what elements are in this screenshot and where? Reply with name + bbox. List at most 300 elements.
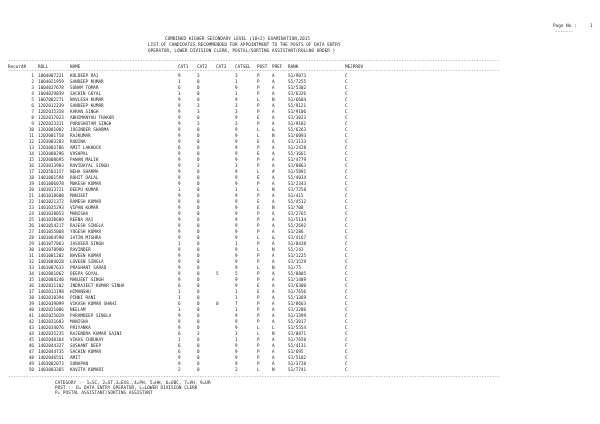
cell-roll: 1401064598 xyxy=(38,236,64,241)
cell-cat1: 9 xyxy=(178,74,181,79)
cell-record: 3 xyxy=(31,86,34,91)
cell-cat2: 3 xyxy=(197,104,200,109)
cell-rank: S1/3720 xyxy=(288,362,307,367)
cell-catsel: 9 xyxy=(235,350,238,355)
cell-record: 1 xyxy=(31,74,34,79)
cell-roll: 1402001062 xyxy=(38,272,64,277)
cell-catsel: 3 xyxy=(235,164,238,169)
cell-pref: A xyxy=(272,110,275,115)
cell-post: P xyxy=(257,158,260,163)
col-mejprov: MEJPROV xyxy=(345,65,364,70)
cell-name: VIKAS CHOUKAY xyxy=(70,338,104,343)
cell-post: P xyxy=(257,80,260,85)
col-pref: PREF xyxy=(272,65,283,70)
cell-post: P xyxy=(257,308,260,313)
cell-post: P xyxy=(257,350,260,355)
cell-catsel: 7 xyxy=(235,302,238,307)
cell-cat1: 6 xyxy=(178,302,181,307)
cell-record: 9 xyxy=(31,122,34,127)
page-number-label: Page No : xyxy=(553,24,577,29)
cell-cat2: 0 xyxy=(197,116,200,121)
cell-record: 21 xyxy=(28,194,34,199)
cell-roll: 1402018394 xyxy=(38,296,64,301)
table-row xyxy=(0,320,600,325)
cell-record: 32 xyxy=(28,260,34,265)
table-row xyxy=(0,128,600,133)
cell-pref: A xyxy=(272,194,275,199)
cell-pref: A xyxy=(272,200,275,205)
table-row xyxy=(0,356,600,361)
cell-catsel: 1 xyxy=(235,296,238,301)
cell-post: P xyxy=(257,344,260,349)
cell-catsel: 5 xyxy=(235,272,238,277)
cell-catsel: 1 xyxy=(235,80,238,85)
cell-name: REENA RAI xyxy=(70,218,94,223)
cell-mejprov: F xyxy=(345,344,348,349)
cell-cat2: 0 xyxy=(197,86,200,91)
cell-record: 50 xyxy=(28,368,34,373)
cell-catsel: 9 xyxy=(235,98,238,103)
cell-mejprov: C xyxy=(345,338,348,343)
table-row xyxy=(0,248,600,253)
cell-mejprov: C xyxy=(345,326,348,331)
cell-mejprov: C xyxy=(345,284,348,289)
cell-cat2: 0 xyxy=(197,218,200,223)
cell-cat2: 3 xyxy=(197,332,200,337)
cell-post: P xyxy=(257,92,260,97)
table-row xyxy=(0,242,600,247)
col-cat3: CAT3 xyxy=(216,65,227,70)
cell-catsel: 9 xyxy=(235,266,238,271)
cell-cat2: 0 xyxy=(197,344,200,349)
cell-roll: 1402031683 xyxy=(38,320,64,325)
cell-cat1: 9 xyxy=(178,254,181,259)
cell-post: P xyxy=(257,356,260,361)
cell-cat1: 9 xyxy=(178,362,181,367)
cell-catsel: 9 xyxy=(235,194,238,199)
cell-rank: S1/3286 xyxy=(288,308,307,313)
cell-record: 37 xyxy=(28,290,34,295)
cell-roll: 1004027678 xyxy=(38,86,64,91)
cell-pref: A xyxy=(272,344,275,349)
cell-cat2: 0 xyxy=(197,194,200,199)
cell-catsel: 9 xyxy=(235,128,238,133)
cell-roll: 1402046551 xyxy=(38,356,64,361)
cell-pref: A xyxy=(272,362,275,367)
cell-cat1: 9 xyxy=(178,182,181,187)
cell-mejprov: C xyxy=(345,362,348,367)
table-row xyxy=(0,188,600,193)
cell-rank: S1/1225 xyxy=(288,254,307,259)
cell-pref: & xyxy=(272,236,275,241)
table-row xyxy=(0,98,600,103)
cell-cat2: 0 xyxy=(197,320,200,325)
cell-pref: A xyxy=(272,182,275,187)
cell-record: 2 xyxy=(31,80,34,85)
cell-pref: A xyxy=(272,284,275,289)
cell-rank: S1/1133 xyxy=(288,140,307,145)
cell-cat1: 9 xyxy=(178,314,181,319)
cell-roll: 1401054217 xyxy=(38,224,64,229)
cell-cat2: 0 xyxy=(197,224,200,229)
cell-catsel: 9 xyxy=(235,254,238,259)
cell-post: E xyxy=(257,290,260,295)
cell-name: PAWAN MALIK xyxy=(70,158,99,163)
cell-mejprov: C xyxy=(345,266,348,271)
cell-post: L xyxy=(257,368,260,373)
cell-roll: 1203503157 xyxy=(38,170,64,175)
cell-post: E xyxy=(257,140,260,145)
cell-record: 17 xyxy=(28,170,34,175)
cell-pref: N xyxy=(272,134,275,139)
cell-catsel: 9 xyxy=(235,140,238,145)
table-row xyxy=(0,92,600,97)
cell-post: P xyxy=(257,230,260,235)
cell-mejprov: C xyxy=(345,152,348,157)
cell-name: DEEPU KUMAR xyxy=(70,188,99,193)
cell-record: 40 xyxy=(28,308,34,313)
cell-cat1: 9 xyxy=(178,98,181,103)
cell-record: 44 xyxy=(28,332,34,337)
cell-roll: 1202015358 xyxy=(38,110,64,115)
cell-post: P xyxy=(257,278,260,283)
cell-rank: S1/1489 xyxy=(288,278,307,283)
cell-rank: S1/2692 xyxy=(288,224,307,229)
cell-pref: A xyxy=(272,308,275,313)
cell-rank: S1/7258 xyxy=(288,188,307,193)
cell-rank: S1/1369 xyxy=(288,296,307,301)
cell-catsel: 9 xyxy=(235,116,238,121)
cell-pref: L xyxy=(272,326,275,331)
cell-catsel: 9 xyxy=(235,200,238,205)
cell-roll: 1004021959 xyxy=(38,80,64,85)
cell-catsel: 9 xyxy=(235,146,238,151)
cell-cat1: 9 xyxy=(178,128,181,133)
cell-rank: S1/415 xyxy=(288,194,304,199)
cell-roll: 1401035293 xyxy=(38,206,64,211)
table-row xyxy=(0,332,600,337)
cell-post: P xyxy=(257,122,260,127)
cell-name: JOGINDER SHARMA xyxy=(70,128,109,133)
cell-rank: S1/4034 xyxy=(288,176,307,181)
table-row xyxy=(0,122,600,127)
cell-record: 45 xyxy=(28,338,34,343)
cell-mejprov: C xyxy=(345,224,348,229)
cell-catsel: 9 xyxy=(235,314,238,319)
cell-cat2: 0 xyxy=(197,290,200,295)
cell-mejprov: C xyxy=(345,80,348,85)
cell-catsel: 9 xyxy=(235,356,238,361)
cell-mejprov: C xyxy=(345,116,348,121)
cell-name: NAVLESH KUMAR xyxy=(70,98,104,103)
cell-cat2: 3 xyxy=(197,164,200,169)
cell-pref: A xyxy=(272,86,275,91)
cell-catsel: 9 xyxy=(235,284,238,289)
cell-catsel: 9 xyxy=(235,260,238,265)
cell-record: 16 xyxy=(28,164,34,169)
cell-post: P xyxy=(257,86,260,91)
cell-name: VIPAN KUMAR xyxy=(70,206,99,211)
cell-roll: 1004029039 xyxy=(38,92,64,97)
cell-catsel: 1 xyxy=(235,290,238,295)
cell-roll: 1402019099 xyxy=(38,302,64,307)
cell-mejprov: C xyxy=(345,200,348,205)
cell-record: 10 xyxy=(28,128,34,133)
cell-name: SACHIN GOYAL xyxy=(70,92,102,97)
footer-postal-legend: P= POSTAL ASSISTANT/SORTING ASSISTANT xyxy=(55,391,153,396)
cell-record: 19 xyxy=(28,182,34,187)
cell-mejprov: C xyxy=(345,74,348,79)
cell-name: SUSHANT DEEP xyxy=(70,344,102,349)
cell-record: 36 xyxy=(28,284,34,289)
cell-name: PARAMDEEP SINGLA xyxy=(70,314,112,319)
cell-mejprov: C xyxy=(345,140,348,145)
cell-cat1: 9 xyxy=(178,272,181,277)
table-row xyxy=(0,284,600,289)
col-rank: RANK xyxy=(288,65,299,70)
cell-cat2: 0 xyxy=(197,236,200,241)
cell-cat1: 9 xyxy=(178,152,181,157)
cell-pref: A xyxy=(272,122,275,127)
cell-roll: 1402034076 xyxy=(38,326,64,331)
cell-name: KAVITA KUMARI xyxy=(70,368,104,373)
table-row xyxy=(0,350,600,355)
cell-cat2: 0 xyxy=(197,356,200,361)
table-row xyxy=(0,182,600,187)
cell-rank: S1/1661 xyxy=(288,152,307,157)
cell-name: RAJENDRA KUMAR SAINI xyxy=(70,332,122,337)
cell-rank: S1/5302 xyxy=(288,86,307,91)
cell-name: INDRAJEET KUMAR SINHA xyxy=(70,284,125,289)
cell-cat1: 9 xyxy=(178,122,181,127)
cell-rank: S1/6093 xyxy=(288,134,307,139)
cell-cat2: 0 xyxy=(197,98,200,103)
cell-roll: 1007082271 xyxy=(38,98,64,103)
cell-name: RAJKUMAR xyxy=(70,134,91,139)
cell-rank: S1/6380 xyxy=(288,284,307,289)
cell-name: JATIN MISHRA xyxy=(70,236,102,241)
cell-cat1: 9 xyxy=(178,164,181,169)
cell-record: 43 xyxy=(28,326,34,331)
cell-cat1: 9 xyxy=(178,134,181,139)
cell-cat1: 9 xyxy=(178,104,181,109)
cell-cat2: 0 xyxy=(197,272,200,277)
cell-record: 41 xyxy=(28,314,34,319)
cell-cat3: 5 xyxy=(216,272,219,277)
page-number-underline: ------- xyxy=(555,30,574,35)
cell-name: VASHPAL xyxy=(70,152,89,157)
cell-cat2: 0 xyxy=(197,278,200,283)
cell-cat2: 0 xyxy=(197,248,200,253)
cell-cat1: 6 xyxy=(178,332,181,337)
cell-cat1: 6 xyxy=(178,146,181,151)
cell-rank: S1/8663 xyxy=(288,302,307,307)
cell-cat1: 9 xyxy=(178,266,181,271)
cell-post: E xyxy=(257,116,260,121)
cell-name: MUKESH KUMAR xyxy=(70,182,102,187)
cell-pref: N xyxy=(272,248,275,253)
cell-mejprov: C xyxy=(345,128,348,133)
col-post: POST xyxy=(257,65,268,70)
cell-cat1: 1 xyxy=(178,92,181,97)
cell-mejprov: C xyxy=(345,212,348,217)
cell-name: RAMESH KUMAR xyxy=(70,200,102,205)
cell-roll: 1401077063 xyxy=(38,242,64,247)
cell-cat2: 0 xyxy=(197,260,200,265)
cell-post: L xyxy=(257,248,260,253)
cell-roll: 1004007221 xyxy=(38,74,64,79)
table-row xyxy=(0,230,600,235)
cell-rank: S1/708 xyxy=(288,206,304,211)
cell-record: 18 xyxy=(28,176,34,181)
cell-catsel: 9 xyxy=(235,86,238,91)
table-row xyxy=(0,362,600,367)
cell-pref: N xyxy=(272,98,275,103)
cell-record: 30 xyxy=(28,248,34,253)
cell-name: SONAM TOMAR xyxy=(70,86,99,91)
cell-rank: S1/1399 xyxy=(288,314,307,319)
cell-roll: 1401087633 xyxy=(38,266,64,271)
cell-pref: A xyxy=(272,152,275,157)
cell-roll: 1202017023 xyxy=(38,116,64,121)
table-row xyxy=(0,116,600,121)
cell-catsel: 9 xyxy=(235,230,238,235)
cell-pref: A xyxy=(272,314,275,319)
cell-cat1: 1 xyxy=(178,338,181,343)
cell-cat2: 0 xyxy=(197,206,200,211)
table-row xyxy=(0,176,600,181)
cell-post: L xyxy=(257,332,260,337)
cell-cat1: 6 xyxy=(178,350,181,355)
cell-catsel: 1 xyxy=(235,92,238,97)
cell-post: P xyxy=(257,320,260,325)
cell-post: P xyxy=(257,146,260,151)
cell-record: 39 xyxy=(28,302,34,307)
cell-cat2: 3 xyxy=(197,110,200,115)
cell-post: E xyxy=(257,200,260,205)
cell-rank: S1/4512 xyxy=(288,200,307,205)
cell-post: L xyxy=(257,134,260,139)
cell-cat1: 9 xyxy=(178,218,181,223)
page-number: 1 xyxy=(590,24,593,29)
cell-name: AMIT LAKHOCK xyxy=(70,146,102,151)
cell-pref: A xyxy=(272,242,275,247)
cell-catsel: 1 xyxy=(235,308,238,313)
cell-record: 11 xyxy=(28,134,34,139)
cell-post: P xyxy=(257,254,260,259)
cell-rank: S1/7650 xyxy=(288,338,307,343)
cell-catsel: 9 xyxy=(235,224,238,229)
report-title-line-1: COMBINED HIGHER SECONDARY LEVEL (10+2) EXAMINATION,2015 xyxy=(165,37,311,42)
cell-cat1: 1 xyxy=(178,290,181,295)
cell-rank: S1/5891 xyxy=(288,170,307,175)
cell-mejprov: C xyxy=(345,194,348,199)
cell-roll: 1203001082 xyxy=(38,128,64,133)
table-row xyxy=(0,74,600,79)
cell-pref: A xyxy=(272,272,275,277)
cell-name: RAVIDAYAL SINGH xyxy=(70,164,109,169)
cell-name: SONAPAN xyxy=(70,362,89,367)
footer-post-legend: POST :- D= DATA ENTRY OPERATOR, L=LOWER DIVISION CLERK xyxy=(55,386,198,391)
footer-rule: ---------------------------------------------------------------------------------------------------------------------------------------------------------------------------------------------- xyxy=(8,375,500,380)
cell-cat2: 0 xyxy=(197,182,200,187)
cell-name: MANISHA xyxy=(70,320,89,325)
cell-rank: S1/4167 xyxy=(288,236,307,241)
cell-cat2: 0 xyxy=(197,284,200,289)
table-row xyxy=(0,302,600,307)
cell-rank: S1/9182 xyxy=(288,122,307,127)
cell-roll: 1402011102 xyxy=(38,284,64,289)
cell-mejprov: C xyxy=(345,308,348,313)
cell-rank: S1/7741 xyxy=(288,368,307,373)
cell-roll: 1203008695 xyxy=(38,158,64,163)
cell-roll: 1402013198 xyxy=(38,290,64,295)
cell-catsel: 9 xyxy=(235,212,238,217)
cell-cat1: 9 xyxy=(178,200,181,205)
cell-roll: 1401055068 xyxy=(38,230,64,235)
cell-post: P xyxy=(257,110,260,115)
cell-catsel: 3 xyxy=(235,122,238,127)
cell-catsel: 1 xyxy=(235,242,238,247)
cell-mejprov: C xyxy=(345,242,348,247)
cell-cat2: 0 xyxy=(197,308,200,313)
cell-record: 48 xyxy=(28,356,34,361)
cell-catsel: 9 xyxy=(235,176,238,181)
table-row xyxy=(0,236,600,241)
cell-mejprov: C xyxy=(345,110,348,115)
cell-roll: 1402044735 xyxy=(38,350,64,355)
cell-catsel: 3 xyxy=(235,104,238,109)
cell-rank: S1/8863 xyxy=(288,164,307,169)
table-row xyxy=(0,152,600,157)
cell-post: P xyxy=(257,314,260,319)
cell-rank: S1/6326 xyxy=(288,92,307,97)
cell-roll: 1203013903 xyxy=(38,164,64,169)
cell-mejprov: C xyxy=(345,350,348,355)
cell-cat2: 0 xyxy=(197,326,200,331)
cell-rank: S1/6263 xyxy=(288,128,307,133)
cell-mejprov: C xyxy=(345,278,348,283)
cell-cat2: 0 xyxy=(197,296,200,301)
cell-pref: N xyxy=(272,332,275,337)
table-row xyxy=(0,308,600,313)
cell-cat2: 0 xyxy=(197,254,200,259)
cell-roll: 1401081202 xyxy=(38,254,64,259)
cell-cat1: 9 xyxy=(178,356,181,361)
cell-cat2: 0 xyxy=(197,200,200,205)
cell-record: 15 xyxy=(28,158,34,163)
cell-record: 12 xyxy=(28,140,34,145)
cell-pref: A xyxy=(272,290,275,295)
cell-mejprov: C xyxy=(345,170,348,175)
cell-roll: 1402044327 xyxy=(38,344,64,349)
cell-post: P xyxy=(257,212,260,217)
cell-catsel: 3 xyxy=(235,74,238,79)
cell-name: PINKI RANI xyxy=(70,296,96,301)
cell-name: JASVEER SINGH xyxy=(70,242,104,247)
col-cat1: CAT1 xyxy=(178,65,189,70)
cell-cat1: 9 xyxy=(178,116,181,121)
cell-post: P xyxy=(257,164,260,169)
cell-name: DEEPA GOYAL xyxy=(70,272,99,277)
cell-cat1: 9 xyxy=(178,206,181,211)
cell-rank: S1/286 xyxy=(288,230,304,235)
cell-cat2: 0 xyxy=(197,152,200,157)
cell-record: 34 xyxy=(28,272,34,277)
cell-post: E xyxy=(257,284,260,289)
cell-roll: 1401084028 xyxy=(38,260,64,265)
cell-record: 46 xyxy=(28,344,34,349)
